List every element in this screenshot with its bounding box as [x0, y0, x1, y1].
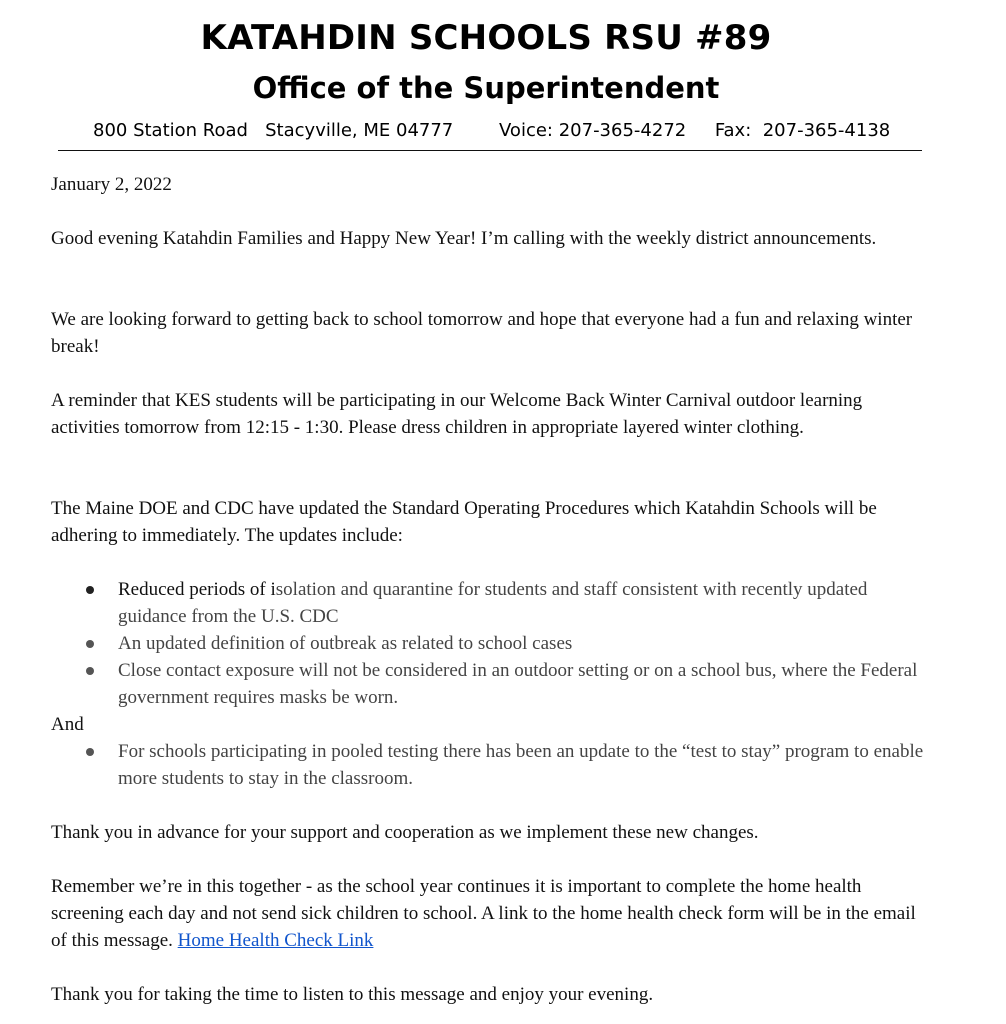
- paragraph-health-screening: [51, 873, 931, 954]
- bullet-icon: [86, 748, 94, 756]
- list-item-lead: Reduced periods of i: [118, 579, 276, 600]
- list-item-text: solation and quarantine for students and staff consistent with recently updated guidance from the U.S. CDC: [118, 579, 868, 627]
- letterhead-subtitle: Office of the Superintendent: [252, 71, 720, 105]
- paragraph-back-to-school: We are looking forward to getting back to school tomorrow and hope that everyone had a fun and relaxing winter break!: [51, 309, 913, 357]
- list-item: [51, 657, 931, 711]
- paragraph-closing: Thank you for taking the time to listen to this message and enjoy your evening.: [51, 984, 654, 1005]
- paragraph-thanks-support: Thank you in advance for your support and cooperation as we implement these new changes.: [51, 822, 759, 843]
- paragraph-winter-carnival: A reminder that KES students will be participating in our Welcome Back Winter Carnival outdoor learning activities tomorrow from 12:15 - 1:30. Please dress children in appropriate layered winter clothing.: [51, 390, 863, 438]
- home-health-check-link[interactable]: Home Health Check Link: [177, 930, 374, 951]
- letterhead-contact: 800 Station Road Stacyville, ME 04777 Voice: 207-365-4272 Fax: 207-365-4138: [93, 120, 891, 141]
- list-item: [51, 630, 931, 657]
- paragraph-greeting: Good evening Katahdin Families and Happy New Year! I’m calling with the weekly district announcements.: [51, 228, 877, 249]
- bullet-icon: [86, 586, 94, 594]
- letterhead-title: KATAHDIN SCHOOLS RSU #89: [200, 18, 772, 58]
- letter-date: January 2, 2022: [51, 174, 172, 195]
- list-item: [51, 738, 931, 792]
- list-item-text: An updated definition of outbreak as related to school cases: [118, 633, 573, 654]
- update-list: [51, 576, 931, 711]
- and-label: And: [51, 714, 84, 735]
- update-list-extra: [51, 738, 931, 792]
- bullet-icon: [86, 640, 94, 648]
- list-item: [51, 576, 931, 630]
- bullet-icon: [86, 667, 94, 675]
- list-item-text: Close contact exposure will not be considered in an outdoor setting or on a school bus, where the Federal government requires masks be worn.: [118, 660, 918, 708]
- list-item-text: For schools participating in pooled testing there has been an update to the “test to stay” program to enable more students to stay in the classroom.: [118, 741, 924, 789]
- paragraph-sop-update: The Maine DOE and CDC have updated the Standard Operating Procedures which Katahdin Schools will be adhering to immediately. The updates include:: [51, 498, 877, 546]
- letterhead-divider: [58, 150, 922, 151]
- health-screening-text: Remember we’re in this together - as the school year continues it is important to complete the home health screening each day and not send sick children to school. A link to the home health check form will be in the email of this message.: [51, 876, 916, 951]
